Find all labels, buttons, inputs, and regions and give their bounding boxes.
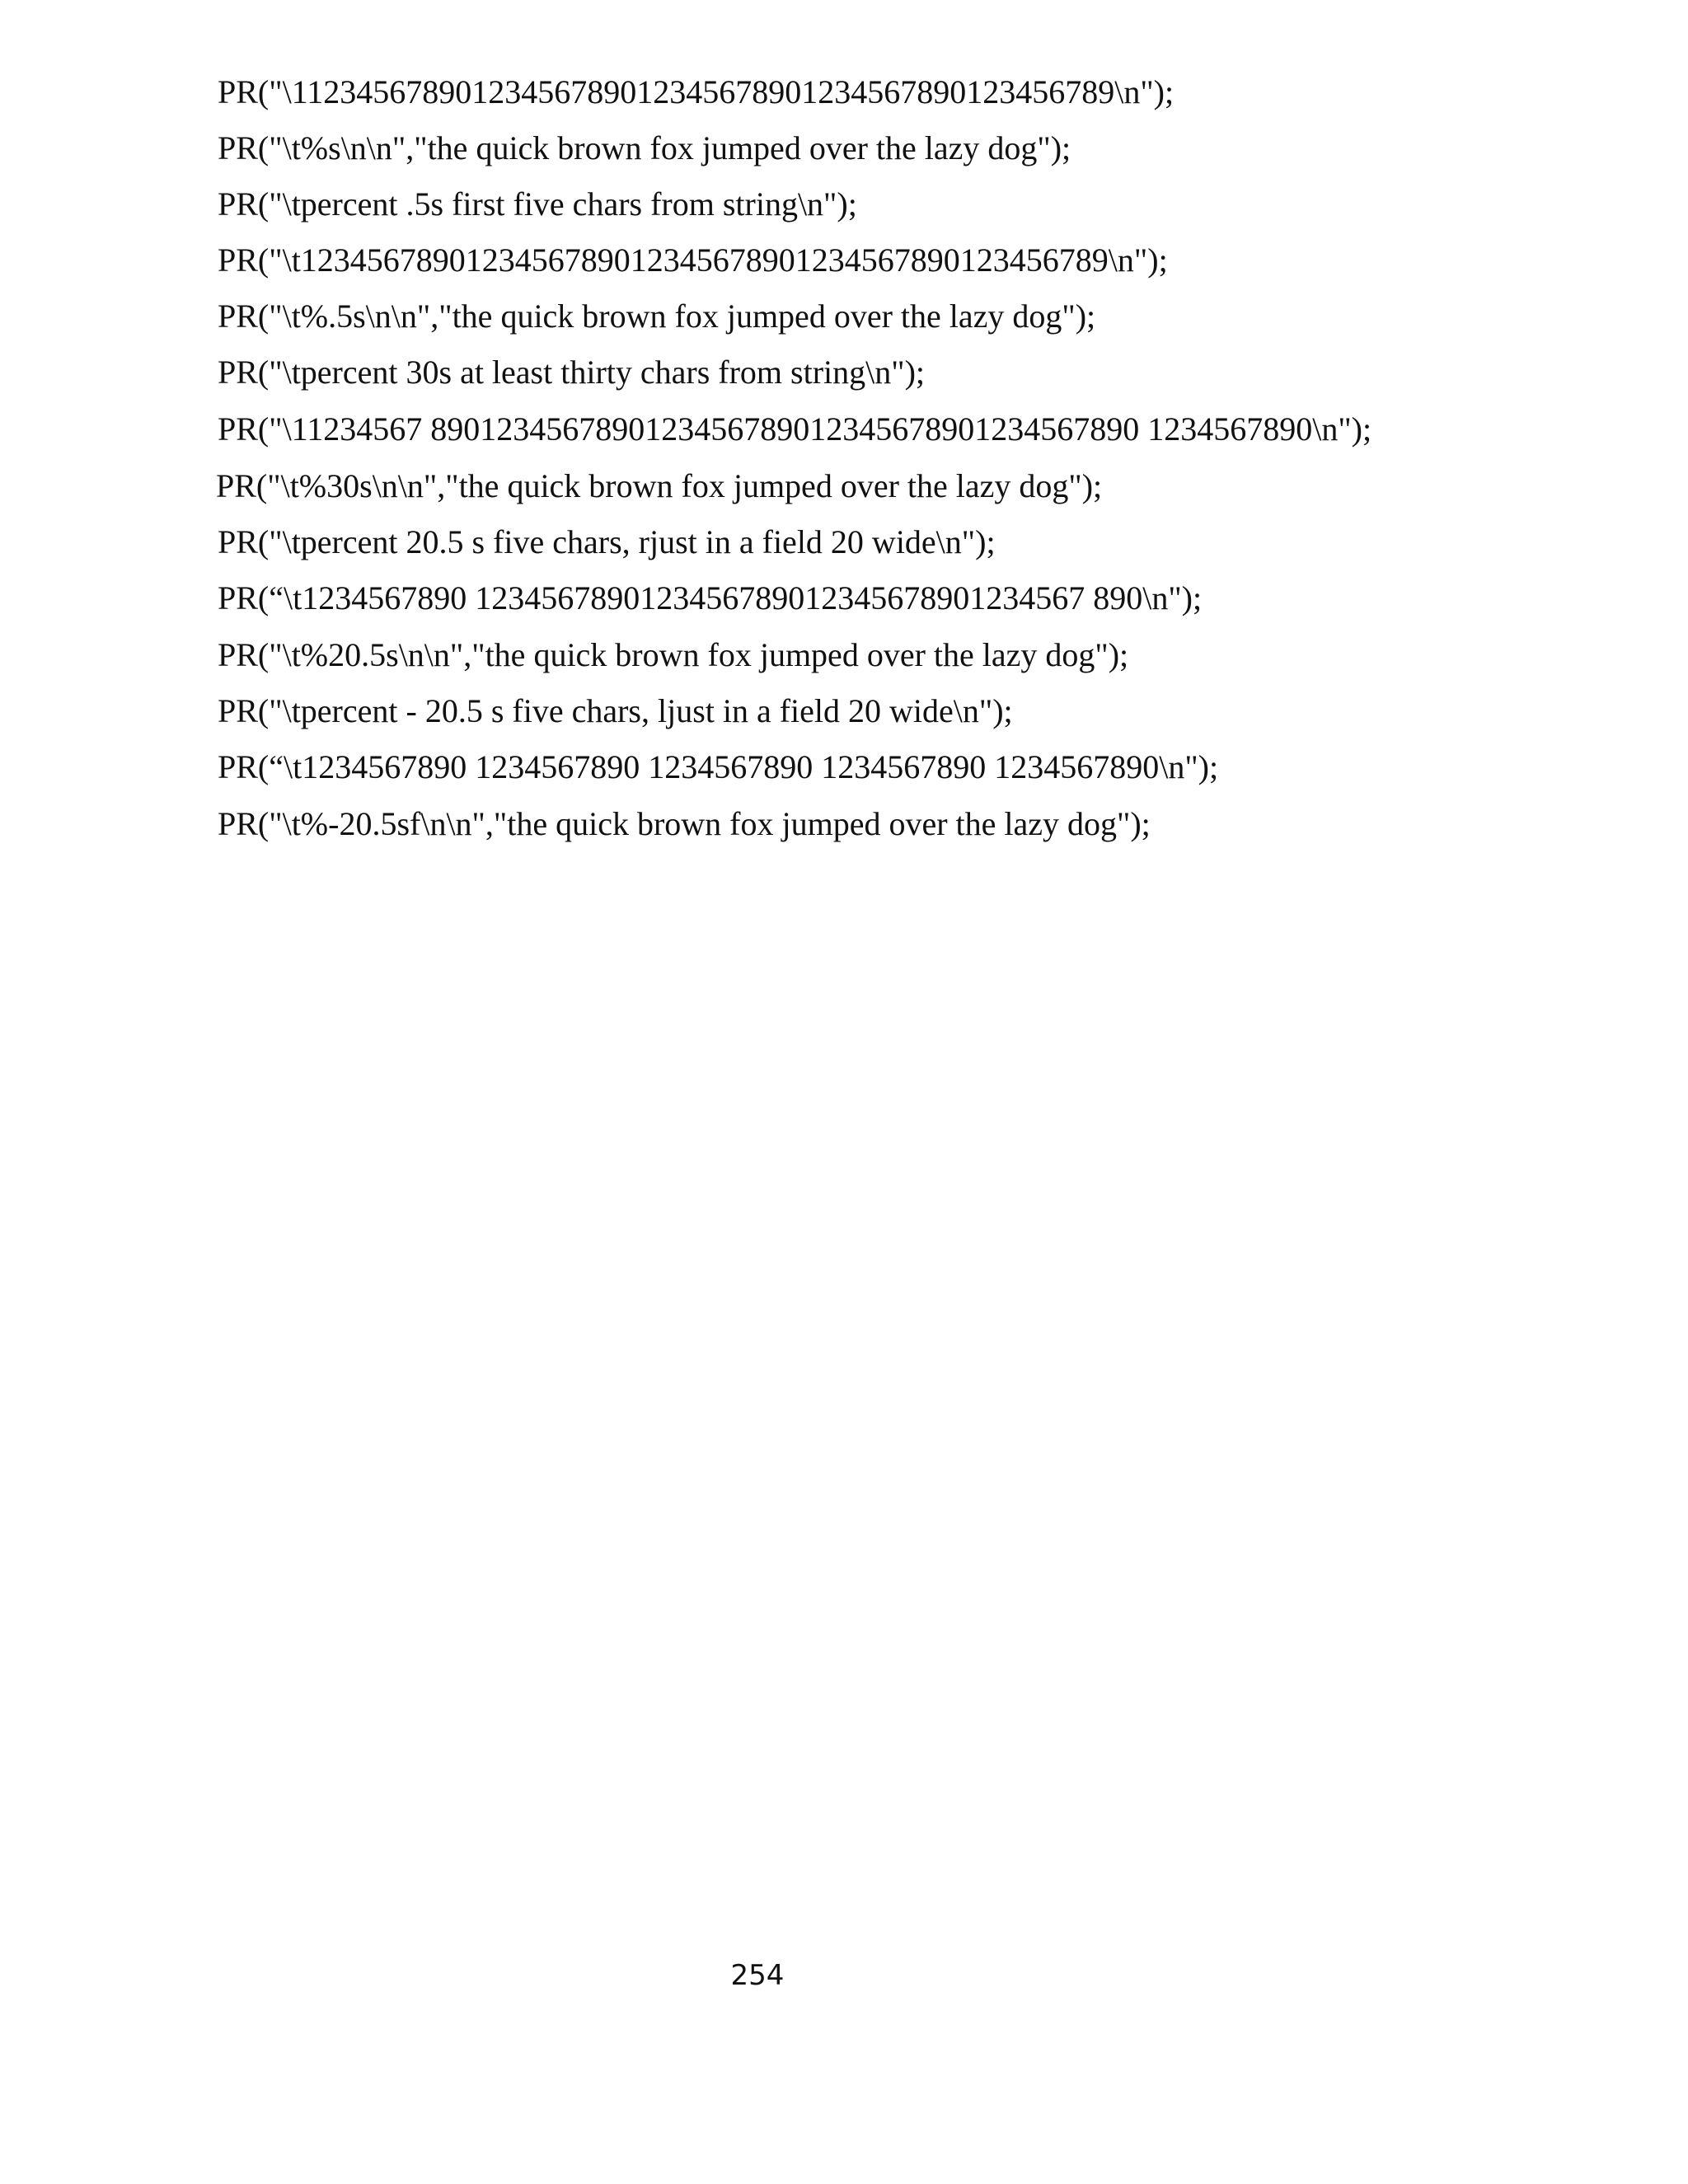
code-line-11: PR("\t%20.5s\n\n","the quick brown fox jumped over the lazy dog"); (218, 636, 1129, 673)
code-line-7: PR("\11234567 8901234567890123456789012345678901234567890 1234567890\n"); (218, 410, 1372, 448)
code-line-4: PR("\t1234567890123456789012345678901234567890123456789\n"); (218, 241, 1168, 279)
code-line-2: PR("\t%s\n\n","the quick brown fox jumped over the lazy dog"); (218, 129, 1071, 166)
code-line-5: PR("\t%.5s\n\n","the quick brown fox jumped over the lazy dog"); (218, 298, 1096, 335)
code-line-13: PR(“\t1234567890 1234567890 1234567890 1234567890 1234567890\n"); (218, 748, 1219, 785)
code-line-6: PR("\tpercent 30s at least thirty chars from string\n"); (218, 354, 926, 391)
code-line-14: PR("\t%-20.5sf\n\n","the quick brown fox jumped over the lazy dog"); (218, 805, 1151, 842)
code-line-3: PR("\tpercent .5s first five chars from string\n"); (218, 185, 857, 223)
code-line-1: PR("\11234567890123456789012345678901234567890123456789\n"); (218, 73, 1175, 110)
code-line-8: PR("\t%30s\n\n","the quick brown fox jumped over the lazy dog"); (216, 467, 1103, 504)
code-line-10: PR(“\t1234567890 1234567890123456789012345678901234567 890\n"); (218, 579, 1203, 616)
code-line-9: PR("\tpercent 20.5 s five chars, rjust in a field 20 wide\n"); (218, 523, 996, 560)
page-number: 254 (730, 1959, 785, 1992)
code-line-12: PR("\tpercent - 20.5 s five chars, ljust in a field 20 wide\n"); (218, 692, 1013, 729)
